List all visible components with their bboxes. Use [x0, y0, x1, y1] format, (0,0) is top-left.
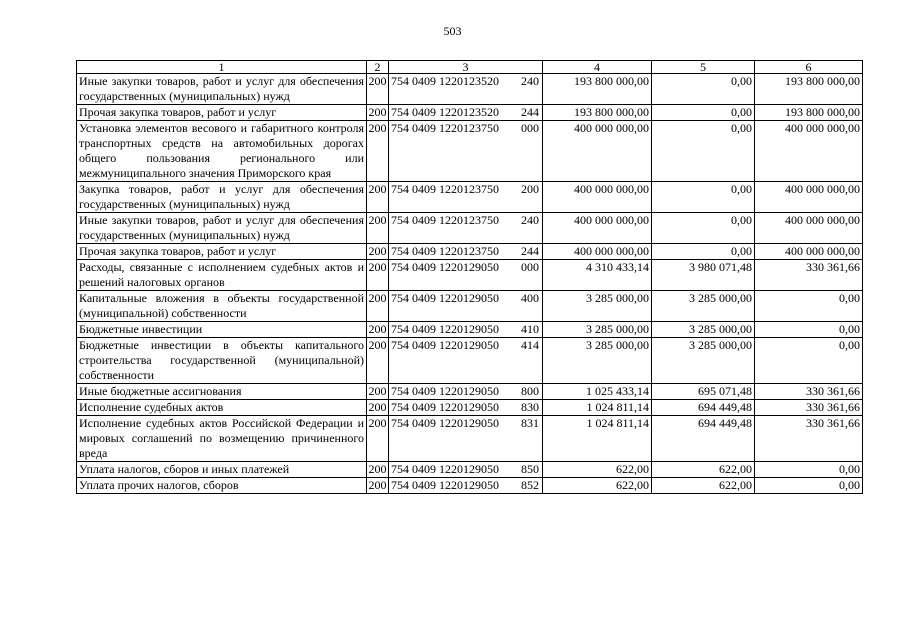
row-code: 754 0409 1220123750 — [391, 244, 499, 258]
table-row — [77, 74, 863, 105]
table-row — [77, 338, 863, 384]
row-code: 754 0409 1220123750 — [391, 213, 499, 227]
row-code: 754 0409 1220123520 — [391, 105, 499, 119]
row-code: 754 0409 1220129050 — [391, 322, 499, 336]
row-amount-executed: 0,00 — [652, 182, 755, 213]
row-classification-code — [389, 121, 543, 182]
row-amount-executed: 694 449,48 — [652, 416, 755, 462]
table-row — [77, 322, 863, 338]
row-amount-executed: 3 285 000,00 — [652, 291, 755, 322]
row-classification-code — [389, 182, 543, 213]
table-row — [77, 213, 863, 244]
row-admin-code: 200 — [367, 213, 389, 244]
header-row — [77, 61, 863, 74]
row-amount-executed: 0,00 — [652, 105, 755, 121]
row-amount-remaining: 330 361,66 — [755, 416, 863, 462]
col-header-2: 2 — [367, 61, 389, 74]
row-amount-remaining: 0,00 — [755, 462, 863, 478]
row-amount-remaining: 0,00 — [755, 338, 863, 384]
row-amount-remaining: 330 361,66 — [755, 400, 863, 416]
row-description: Установка элементов весового и габаритного контроля транспортных средств на автомобильных дорогах общего пользования региональнoго или межмуниципального значения Приморского края — [77, 121, 367, 182]
col-header-3: 3 — [389, 61, 543, 74]
row-amount-approved: 4 310 433,14 — [543, 260, 652, 291]
row-classification-code — [389, 416, 543, 462]
table-row — [77, 462, 863, 478]
row-description: Исполнение судебных актов — [77, 400, 367, 416]
row-classification-code — [389, 478, 543, 494]
row-expense-type: 244 — [521, 244, 539, 258]
row-amount-approved: 400 000 000,00 — [543, 244, 652, 260]
row-expense-type: 400 — [521, 291, 539, 305]
row-admin-code: 200 — [367, 260, 389, 291]
row-description: Прочая закупка товаров, работ и услуг — [77, 105, 367, 121]
row-amount-approved: 1 024 811,14 — [543, 400, 652, 416]
row-description: Закупка товаров, работ и услуг для обеспечения государственных (муниципальных) нужд — [77, 182, 367, 213]
row-admin-code: 200 — [368, 462, 387, 476]
row-description: Расходы, связанные с исполнением судебных актов и решений налоговых органов — [77, 260, 367, 291]
row-code: 754 0409 1220129050 — [391, 338, 499, 352]
row-amount-remaining: 193 800 000,00 — [755, 74, 863, 105]
row-admin-code: 200 — [367, 291, 389, 322]
table-row — [77, 244, 863, 260]
row-description: Исполнение судебных актов Российской Федерации и мировых соглашений по возмещению причиненного вреда — [77, 416, 367, 462]
row-expense-type: 200 — [521, 182, 539, 196]
row-admin-code: 200 — [367, 182, 389, 213]
row-amount-executed: 0,00 — [652, 121, 755, 182]
table-row — [77, 182, 863, 213]
row-description: Бюджетные инвестиции в объекты капитального строительства государственной (муниципальной) собственности — [77, 338, 367, 384]
row-description: Капитальные вложения в объекты государственной (муниципальной) собственности — [77, 291, 367, 322]
row-amount-remaining: 400 000 000,00 — [755, 213, 863, 244]
row-classification-code — [389, 400, 543, 416]
row-amount-executed: 622,00 — [652, 478, 755, 494]
row-classification-code — [389, 322, 543, 338]
row-amount-approved: 193 800 000,00 — [543, 74, 652, 105]
row-expense-type: 240 — [521, 74, 539, 88]
row-classification-code — [389, 338, 543, 384]
table-row — [77, 121, 863, 182]
col-header-6: 6 — [755, 61, 863, 74]
row-expense-type: 831 — [521, 416, 539, 430]
row-amount-approved: 400 000 000,00 — [543, 213, 652, 244]
row-amount-approved: 400 000 000,00 — [543, 121, 652, 182]
table-row — [77, 260, 863, 291]
row-amount-executed: 694 449,48 — [652, 400, 755, 416]
row-amount-executed: 0,00 — [652, 213, 755, 244]
table-row — [77, 384, 863, 400]
row-description: Уплата прочих налогов, сборов — [77, 478, 367, 494]
table-row — [77, 291, 863, 322]
row-description: Уплата налогов, сборов и иных платежей — [77, 462, 367, 478]
row-amount-executed: 0,00 — [652, 74, 755, 105]
row-amount-remaining: 330 361,66 — [755, 260, 863, 291]
row-amount-approved: 3 285 000,00 — [543, 291, 652, 322]
row-amount-executed: 0,00 — [652, 244, 755, 260]
row-description: Иные закупки товаров, работ и услуг для обеспечения государственных (муниципальных) нужд — [77, 213, 367, 244]
row-amount-approved: 3 285 000,00 — [543, 322, 652, 338]
row-amount-approved: 193 800 000,00 — [543, 105, 652, 121]
row-amount-approved: 3 285 000,00 — [543, 338, 652, 384]
row-admin-code: 200 — [367, 74, 389, 105]
page-number: 503 — [443, 24, 462, 38]
row-description: Бюджетные инвестиции — [77, 322, 367, 338]
row-amount-approved: 1 025 433,14 — [543, 384, 652, 400]
row-expense-type: 800 — [521, 384, 539, 398]
row-description: Иные закупки товаров, работ и услуг для обеспечения государственных (муниципальных) нужд — [77, 74, 367, 105]
row-code: 754 0409 1220129050 — [391, 462, 499, 476]
row-code: 754 0409 1220129050 — [391, 291, 499, 305]
row-amount-remaining: 0,00 — [755, 478, 863, 494]
row-classification-code — [389, 74, 543, 105]
row-admin-code: 200 — [368, 105, 387, 119]
row-expense-type: 414 — [521, 338, 539, 352]
row-expense-type: 830 — [521, 400, 539, 414]
row-amount-executed: 3 285 000,00 — [652, 338, 755, 384]
row-expense-type: 000 — [521, 121, 539, 135]
row-code: 754 0409 1220129050 — [391, 478, 499, 492]
row-expense-type: 240 — [521, 213, 539, 227]
row-amount-approved: 622,00 — [543, 478, 652, 494]
table-row — [77, 105, 863, 121]
row-amount-executed: 3 980 071,48 — [652, 260, 755, 291]
row-amount-remaining: 400 000 000,00 — [755, 244, 863, 260]
row-amount-executed: 622,00 — [652, 462, 755, 478]
row-amount-approved: 1 024 811,14 — [543, 416, 652, 462]
row-amount-remaining: 0,00 — [755, 291, 863, 322]
row-classification-code — [389, 384, 543, 400]
row-amount-remaining: 193 800 000,00 — [755, 105, 863, 121]
row-admin-code: 200 — [367, 416, 389, 462]
row-classification-code — [389, 105, 543, 121]
row-description: Прочая закупка товаров, работ и услуг — [77, 244, 367, 260]
row-expense-type: 244 — [521, 105, 539, 119]
row-amount-executed: 695 071,48 — [652, 384, 755, 400]
row-classification-code — [389, 260, 543, 291]
budget-table — [76, 60, 863, 494]
col-header-1: 1 — [77, 61, 367, 74]
row-code: 754 0409 1220123520 — [391, 74, 499, 88]
row-code: 754 0409 1220129050 — [391, 400, 499, 414]
row-admin-code: 200 — [368, 244, 387, 258]
row-classification-code — [389, 462, 543, 478]
row-amount-approved: 400 000 000,00 — [543, 182, 652, 213]
col-header-4: 4 — [543, 61, 652, 74]
row-amount-remaining: 0,00 — [755, 322, 863, 338]
row-expense-type: 000 — [521, 260, 539, 274]
row-admin-code: 200 — [368, 322, 387, 336]
row-admin-code: 200 — [368, 384, 387, 398]
row-expense-type: 410 — [521, 322, 539, 336]
row-classification-code — [389, 244, 543, 260]
row-code: 754 0409 1220123750 — [391, 121, 499, 135]
row-classification-code — [389, 213, 543, 244]
row-code: 754 0409 1220123750 — [391, 182, 499, 196]
table-row — [77, 400, 863, 416]
row-code: 754 0409 1220129050 — [391, 416, 499, 430]
row-expense-type: 850 — [521, 462, 539, 476]
row-description: Иные бюджетные ассигнования — [77, 384, 367, 400]
row-code: 754 0409 1220129050 — [391, 260, 499, 274]
table-row — [77, 416, 863, 462]
row-code: 754 0409 1220129050 — [391, 384, 499, 398]
row-admin-code: 200 — [367, 121, 389, 182]
row-admin-code: 200 — [367, 338, 389, 384]
col-header-5: 5 — [652, 61, 755, 74]
row-expense-type: 852 — [521, 478, 539, 492]
row-admin-code: 200 — [368, 400, 387, 414]
row-amount-remaining: 400 000 000,00 — [755, 182, 863, 213]
row-admin-code: 200 — [368, 478, 387, 492]
row-classification-code — [389, 291, 543, 322]
row-amount-executed: 3 285 000,00 — [652, 322, 755, 338]
row-amount-remaining: 330 361,66 — [755, 384, 863, 400]
table-row — [77, 478, 863, 494]
row-amount-remaining: 400 000 000,00 — [755, 121, 863, 182]
row-amount-approved: 622,00 — [543, 462, 652, 478]
